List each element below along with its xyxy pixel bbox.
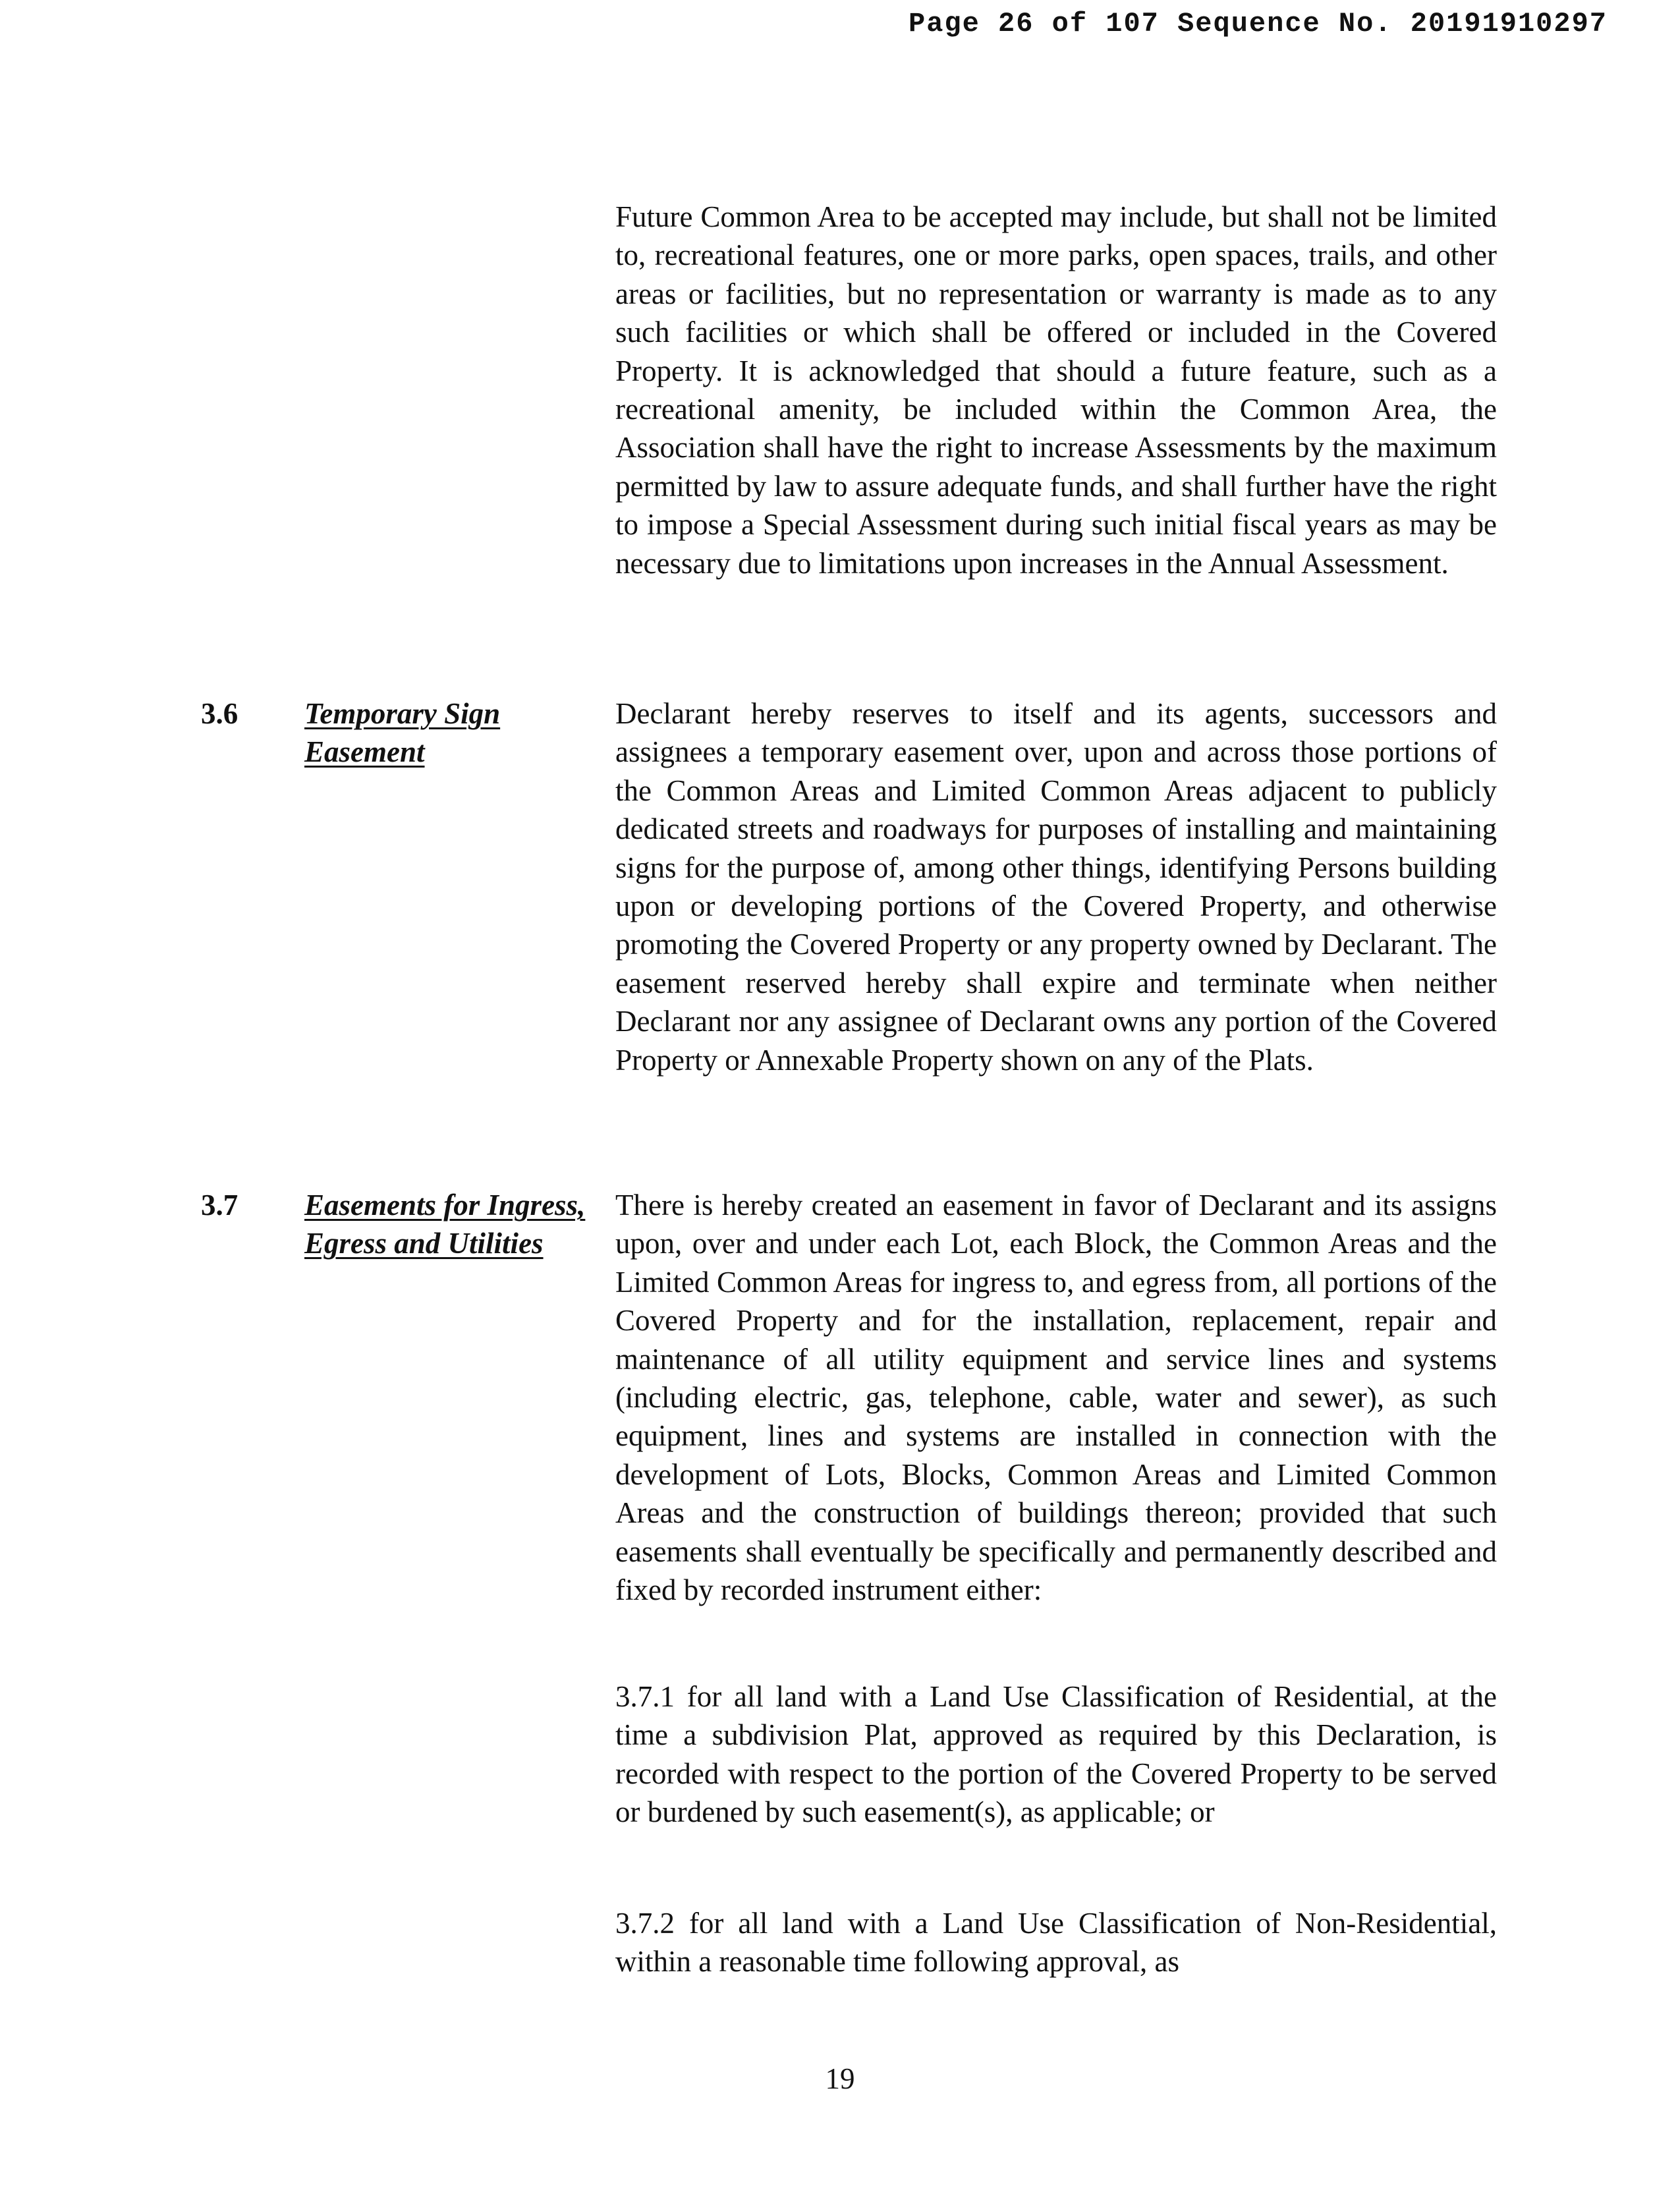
section-number-3-7: 3.7: [201, 1189, 238, 1222]
subsection-3-7-1: 3.7.1 for all land with a Land Use Classification of Residential, at the time a subdivision Plat, approved as required by this Declaration, is recorded with respect to the portion of the Covered Property to be served or burdened by such easement(s), as applicable; or: [615, 1680, 1497, 1829]
section-body-3-6: Declarant hereby reserves to itself and its agents, successors and assignees a temporary easement over, upon and across those portions of the Common Areas and Limited Common Areas adjacent to publicly dedicated streets and roadways for purposes of installing and maintaining signs for the purpose of, among other things, identifying Persons building upon or developing portions of the Covered Property, and otherwise promoting the Covered Property or any property owned by Declarant. The easement reserved hereby shall expire and terminate when neither Declarant nor any assignee of Declarant owns any portion of the Covered Property or Annexable Property shown on any of the Plats.: [615, 697, 1497, 1077]
recording-header: Page 26 of 107 Sequence No. 20191910297: [909, 8, 1608, 40]
section-number-3-6: 3.6: [201, 697, 238, 730]
section-title-3-6: Temporary Sign Easement: [304, 697, 501, 769]
subsection-3-7-2: 3.7.2 for all land with a Land Use Classification of Non-Residential, within a reasonable time following approval, as: [615, 1907, 1497, 1979]
page-number: 19: [825, 2062, 855, 2095]
continuation-paragraph: Future Common Area to be accepted may include, but shall not be limited to, recreational features, one or more parks, open spaces, trails, and other areas or facilities, but no representation or warranty is made as to any such facilities or which shall be offered or included in the Covered Property. It is acknowledged that should a future feature, such as a recreational amenity, be included within the Common Area, the Association shall have the right to increase Assessments by the maximum permitted by law to assure adequate funds, and shall further have the right to impose a Special Assessment during such initial fiscal years as may be necessary due to limitations upon increases in the Annual Assessment.: [615, 200, 1497, 580]
section-title-3-7: Easements for Ingress, Egress and Utilities: [304, 1189, 586, 1260]
section-body-3-7: There is hereby created an easement in favor of Declarant and its assigns upon, over and under each Lot, each Block, the Common Areas and the Limited Common Areas for ingress to, and egress from, all portions of the Covered Property and for the installation, replacement, repair and maintenance of all utility equipment and service lines and systems (including electric, gas, telephone, cable, water and sewer), as such equipment, lines and systems are installed in connection with the development of Lots, Blocks, Common Areas and Limited Common Areas and the construction of buildings thereon; provided that such easements shall eventually be specifically and permanently described and fixed by recorded instrument either:: [615, 1189, 1497, 1607]
